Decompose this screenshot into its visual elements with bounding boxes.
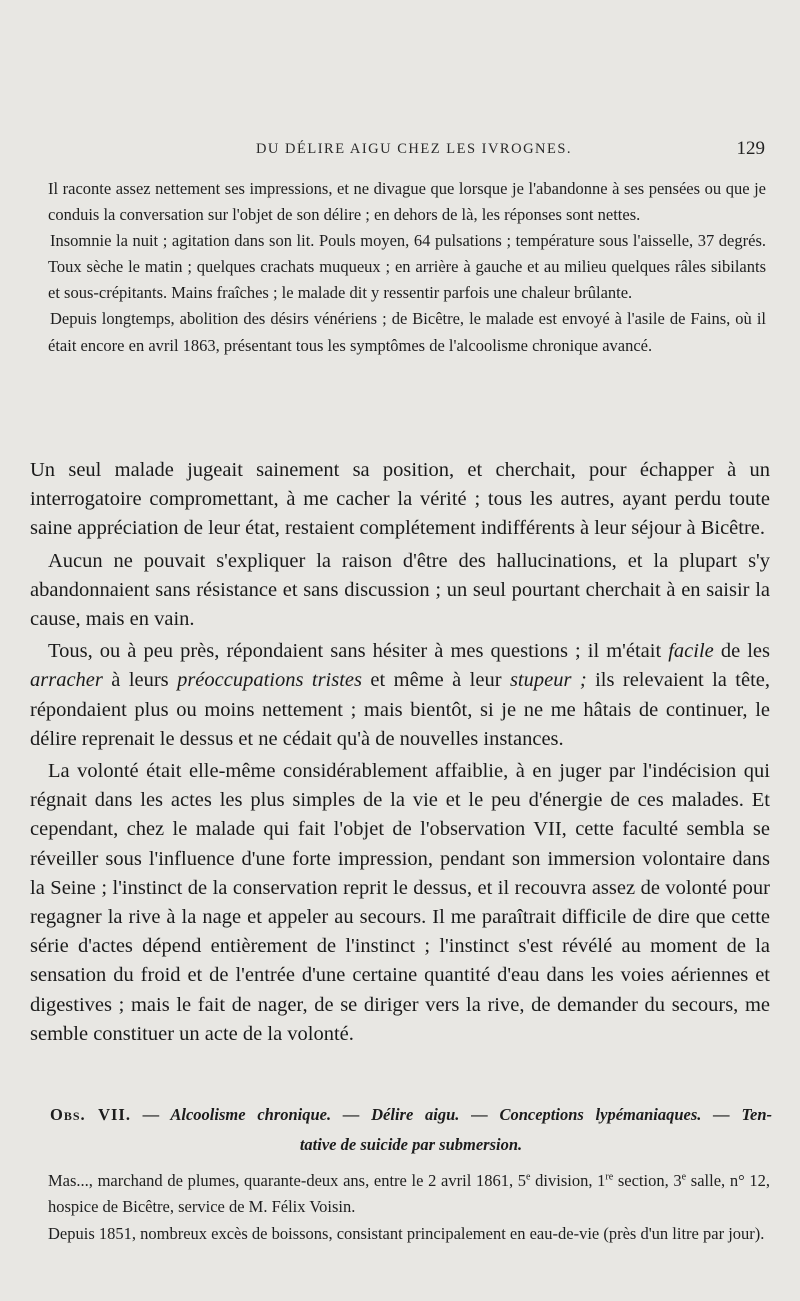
text-run: Tous, ou à peu près, répondaient sans hésiter à mes questions ; il m'était <box>48 640 669 663</box>
running-header <box>58 138 770 162</box>
text-run: et même à leur <box>362 669 510 692</box>
text-run: salle, n° 12, hospice de Bicêtre, service de M. Félix Voisin. <box>48 1171 770 1217</box>
italic-text: préoccupations tristes <box>177 669 363 692</box>
superscript: e <box>526 1171 531 1183</box>
text-run: section, 3 <box>613 1171 682 1190</box>
observation-heading <box>50 1100 772 1160</box>
case-notes-paragraph: Depuis longtemps, abolition des désirs vénériens ; de Bicêtre, le malade est envoyé à l'asile de Fains, où il était encore en avril 1863, présentant tous les symptômes de l'alcoolisme chronique avancé. <box>48 309 766 355</box>
text-run: division, 1 <box>530 1171 606 1190</box>
text-run: ils relevaient la tête, répondaient plus ou moins nettement ; mais bientôt, si je ne me hâtais de continuer, le délire reprenait le dessus et ne cédait qu'à de nouvelles instances. <box>30 669 771 750</box>
case-notes-block <box>48 176 766 359</box>
body-paragraph: Aucun ne pouvait s'expliquer la raison d'être des hallucinations, et la plupart s'y abandonnaient sans résistance et sans discussion ; un seul pourtant cherchait à en saisir la cause, mais en vain. <box>30 549 770 631</box>
observation-title: — Alcoolisme chronique. — Délire aigu. — Conceptions lypémaniaques. — Ten- <box>142 1105 772 1124</box>
observation-body <box>48 1168 770 1247</box>
superscript: re <box>605 1171 614 1183</box>
body-paragraph: La volonté était elle-même considérablement affaiblie, à en juger par l'indécision qui régnait dans les actes les plus simples de la vie et le peu d'énergie de ces malades. Et cependant, chez le malade qui fait l'objet de l'observation VII, cette faculté sembla se réveiller sous l'influence d'une forte impression, pendant son immersion volontaire dans la Seine ; l'instinct de la conservation reprit le dessus, et il recouvra assez de volonté pour regagner la rive à la nage et appeler au secours. Il me paraîtrait difficile de dire que cette série d'actes dépend entièrement de l'instinct ; l'instinct s'est révélé au moment de la sensation du froid et de l'entrée d'une certaine quantité d'eau dans les voies aériennes et digestives ; mais le fait de nager, de se diriger vers la rive, de demander du secours, me semble constituer un acte de la volonté. <box>30 760 770 1045</box>
case-notes-paragraph: Il raconte assez nettement ses impressions, et ne divague que lorsque je l'abandonne à ses pensées ou que je conduis la conversation sur l'objet de son délire ; en dehors de là, les réponses sont nettes. <box>48 179 766 225</box>
italic-text: arracher <box>30 669 103 692</box>
observation-label: Obs. VII. <box>50 1105 131 1124</box>
superscript: e <box>681 1171 687 1183</box>
text-run: Mas..., marchand de plumes, quarante-deux ans, entre le 2 avril 1861, 5 <box>48 1171 527 1190</box>
observation-paragraph: Depuis 1851, nombreux excès de boissons, consistant principalement en eau-de-vie (près d'un litre par jour). <box>48 1223 765 1243</box>
main-text-block <box>30 456 770 1049</box>
case-notes-paragraph: Insomnie la nuit ; agitation dans son lit. Pouls moyen, 64 pulsations ; température sous l'aisselle, 37 degrés. Toux sèche le matin ; quelques crachats muqueux ; en arrière à gauche et au milieu quelques râles sibilants et sous-crépitants. Mains fraîches ; le malade dit y ressentir parfois une chaleur brûlante. <box>48 231 766 303</box>
observation-title-cont: tative de suicide par submersion. <box>299 1135 523 1154</box>
observation-paragraph <box>48 1168 770 1221</box>
italic-text: facile <box>668 640 714 663</box>
observation-heading-line <box>50 1100 772 1130</box>
body-paragraph <box>30 637 770 754</box>
body-paragraph: Un seul malade jugeait sainement sa position, et cherchait, pour échapper à un interrogatoire compromettant, à me cacher la vérité ; tous les autres, ayant perdu toute saine appréciation de leur état, restaient complétement indifférents à leur séjour à Bicêtre. <box>30 459 770 540</box>
page-number: 129 <box>736 138 765 159</box>
running-title: DU DÉLIRE AIGU CHEZ LES IVROGNES. <box>255 141 573 157</box>
observation-heading-line <box>50 1130 772 1160</box>
text-run: à leurs <box>102 669 178 692</box>
text-run: de les <box>713 640 770 663</box>
italic-text: stupeur ; <box>509 669 587 692</box>
